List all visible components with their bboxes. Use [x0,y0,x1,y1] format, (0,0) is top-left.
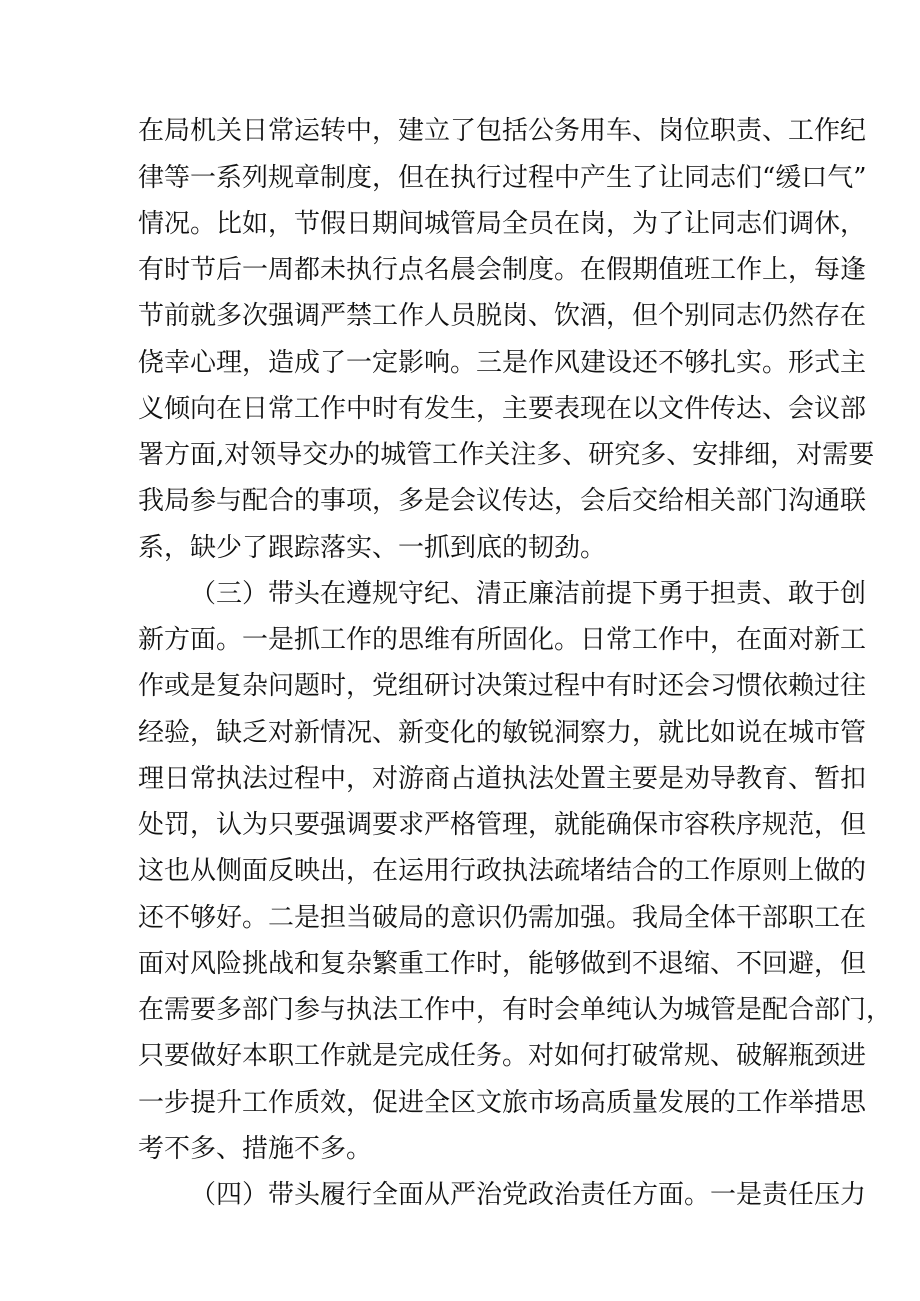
text-line: 署方面,对领导交办的城管工作关注多、研究多、安排细，对需要 [138,440,875,470]
text-line: 在需要多部门参与执法工作中，有时会单纯认为城管是配合部门， [138,995,893,1025]
text-line: 有时节后一周都未执行点名晨会制度。在假期值班工作上，每逢 [138,255,867,285]
text-line: 节前就多次强调严禁工作人员脱岗、饮酒，但个别同志仍然存在 [138,301,867,331]
text-line: 处罚，认为只要强调要求严格管理，就能确保市容秩序规范，但 [138,810,867,840]
text-line: 一步提升工作质效，促进全区文旅市场高质量发展的工作举措思 [138,1088,867,1118]
text-line: 义倾向在日常工作中时有发生，主要表现在以文件传达、会议部 [138,394,867,424]
text-line: 还不够好。二是担当破局的意识仍需加强。我局全体干部职工在 [138,903,867,933]
text-line: 在局机关日常运转中，建立了包括公务用车、岗位职责、工作纪 [138,116,867,146]
text-line: 律等一系列规章制度，但在执行过程中产生了让同志们“缓口气” [138,163,867,193]
text-line: 情况。比如，节假日期间城管局全员在岗，为了让同志们调休， [138,209,867,239]
text-line: 经验，缺乏对新情况、新变化的敏锐洞察力，就比如说在城市管 [138,718,867,748]
section-heading-line: （四）带头履行全面从严治党政治责任方面。一是责任压力 [190,1180,867,1210]
text-line: 侥幸心理，造成了一定影响。三是作风建设还不够扎实。形式主 [138,348,867,378]
text-line: 我局参与配合的事项，多是会议传达，会后交给相关部门沟通联 [138,486,867,516]
text-line: 只要做好本职工作就是完成任务。对如何打破常规、破解瓶颈进 [138,1041,867,1071]
text-line: 系，缺少了跟踪落实、一抓到底的韧劲。 [138,533,607,563]
section-heading-line: （三）带头在遵规守纪、清正廉洁前提下勇于担责、敢于创 [190,579,867,609]
text-line: 这也从侧面反映出，在运用行政执法疏堵结合的工作原则上做的 [138,856,867,886]
text-line: 新方面。一是抓工作的思维有所固化。日常工作中，在面对新工 [138,625,867,655]
text-line: 作或是复杂问题时，党组研讨决策过程中有时还会习惯依赖过往 [138,671,867,701]
text-line: 理日常执法过程中，对游商占道执法处置主要是劝导教育、暂扣 [138,764,867,794]
text-line: 考不多、措施不多。 [138,1134,373,1164]
text-line: 面对风险挑战和复杂繁重工作时，能够做到不退缩、不回避，但 [138,949,867,979]
